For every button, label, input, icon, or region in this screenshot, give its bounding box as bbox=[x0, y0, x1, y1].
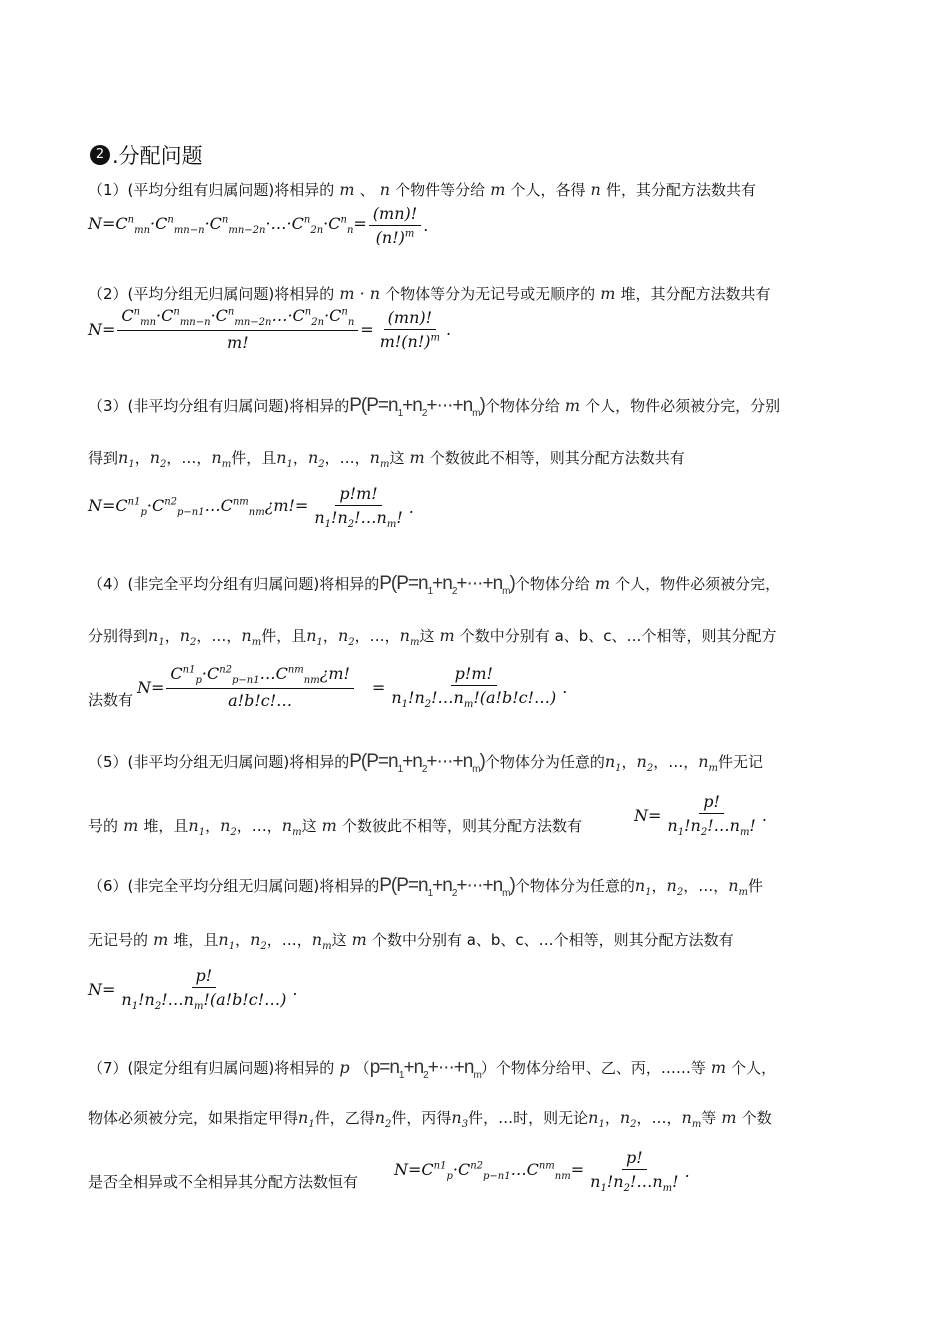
p5-line1: （5）(非平均分组无归属问题)将相异的$P(P=n_1+n_2+\cdot\cdot\cdot+n_m)$个物体分为任意的$n_1$，$n_2$，…，$n_m$件无记 bbox=[88, 751, 764, 775]
p5-line2: 号的 m 堆，且$n_1$，$n_2$，…，$n_m$这 m 个数彼此不相等，则其分配方法数有 bbox=[88, 816, 582, 839]
p1-line1: （1）(平均分组有归属问题)将相异的 m 、 n 个物件等分给 m 个人，各得 n 件，其分配方法数共有 bbox=[88, 180, 756, 199]
circled-number-icon: 2 bbox=[90, 145, 110, 165]
section-heading bbox=[90, 140, 203, 170]
p2-formula: N= $\frac{C^n_{mn}\cdot C^n_{mn-n}\cdot C^n_{mn-2n}\dots\cdot C^n_{2n}\cdot C^n_n}{m!}$ = $\frac{(mn)!}{m!(n!)^m}$ . bbox=[88, 306, 452, 353]
p3-line1: （3）(非平均分组有归属问题)将相异的$P(P=n_1+n_2+\cdot\cdot\cdot+n_m)$个物体分给 m 个人，物件必须被分完，分别 bbox=[88, 395, 781, 419]
section-title: .分配问题 bbox=[112, 144, 203, 168]
p2-line1: （2）(平均分组无归属问题)将相异的 m · n 个物体等分为无记号或无顺序的 m 堆，其分配方法数共有 bbox=[88, 284, 771, 303]
p6-line1: （6）(非完全平均分组无归属问题)将相异的$P(P=n_1+n_2+\cdot\cdot\cdot+n_m)$个物体分为任意的$n_1$，$n_2$，…，$n_m$件 bbox=[88, 875, 764, 899]
p7-line3: 是否全相异或不全相异其分配方法数恒有 bbox=[88, 1173, 359, 1191]
p7-formula: $N=C^{n1}_p\cdot C^{n2}_{p-n1}\dots C^{nm}_{nm}=$ $\frac{p!}{n_1!n_2!\dots n_m!}$ . bbox=[394, 1148, 690, 1195]
p3-line2: 得到$n_1$，$n_2$，…，$n_m$件，且$n_1$，$n_2$，…，$n_m$这 m 个数彼此不相等，则其分配方法数共有 bbox=[88, 448, 685, 471]
p5-formula: N= $\frac{p!}{n_1!n_2!\dots n_m!}$ . bbox=[634, 792, 767, 839]
p7-line1: （7）(限定分组有归属问题)将相异的 p $(p=n_1+n_2+\cdot\cdot\cdot+n_m)$个物体分给甲、乙、丙，……等 m 个人， bbox=[88, 1057, 777, 1081]
p6-formula: N= $\frac{p!}{n_1!n_2!\dots n_m!(a!b!c!\dots)}$ . bbox=[88, 966, 298, 1013]
p4-line3: 法数有 bbox=[88, 691, 134, 709]
p7-line2: 物体必须被分完，如果指定甲得$n_1$件，乙得$n_2$件，丙得$n_3$件，…时，则无论$n_1$，$n_2$，…，$n_m$等 m 个数 bbox=[88, 1108, 772, 1131]
p4-line1: （4）(非完全平均分组有归属问题)将相异的$P(P=n_1+n_2+\cdot\cdot\cdot+n_m)$个物体分给 m 个人，物件必须被分完， bbox=[88, 573, 781, 597]
p3-formula: $N=C^{n1}_p\cdot C^{n2}_{p-n1}\dots C^{nm}_{nm}¿m!=$ $\frac{p!m!}{n_1!n_2!\dots n_m!}$ . bbox=[88, 484, 414, 531]
p4-line2: 分别得到$n_1$，$n_2$，…，$n_m$件，且$n_1$，$n_2$，…，$n_m$这 m 个数中分别有 a、b、c、…个相等，则其分配方 bbox=[88, 626, 777, 649]
p6-line2: 无记号的 m 堆，且$n_1$，$n_2$，…，$n_m$这 m 个数中分别有 a、b、c、…个相等，则其分配方法数有 bbox=[88, 930, 734, 953]
p4-formula: N= $\frac{C^{n1}_p\cdot C^{n2}_{p-n1}\dots C^{nm}_{nm}¿m!}{a!b!c!\dots}$ = $\frac{p!m!}{n_1!n_2!\dots n_m!(a!b!c!\dots)}$ . bbox=[137, 664, 568, 711]
p1-formula: $N=C^n_{mn}\cdot C^n_{mn-n}\cdot C^n_{mn-2n}\cdot\dots\cdot C^n_{2n}\cdot C^n_n=$ $\frac{(mn)!}{(n!)^m}$ . bbox=[88, 204, 429, 247]
